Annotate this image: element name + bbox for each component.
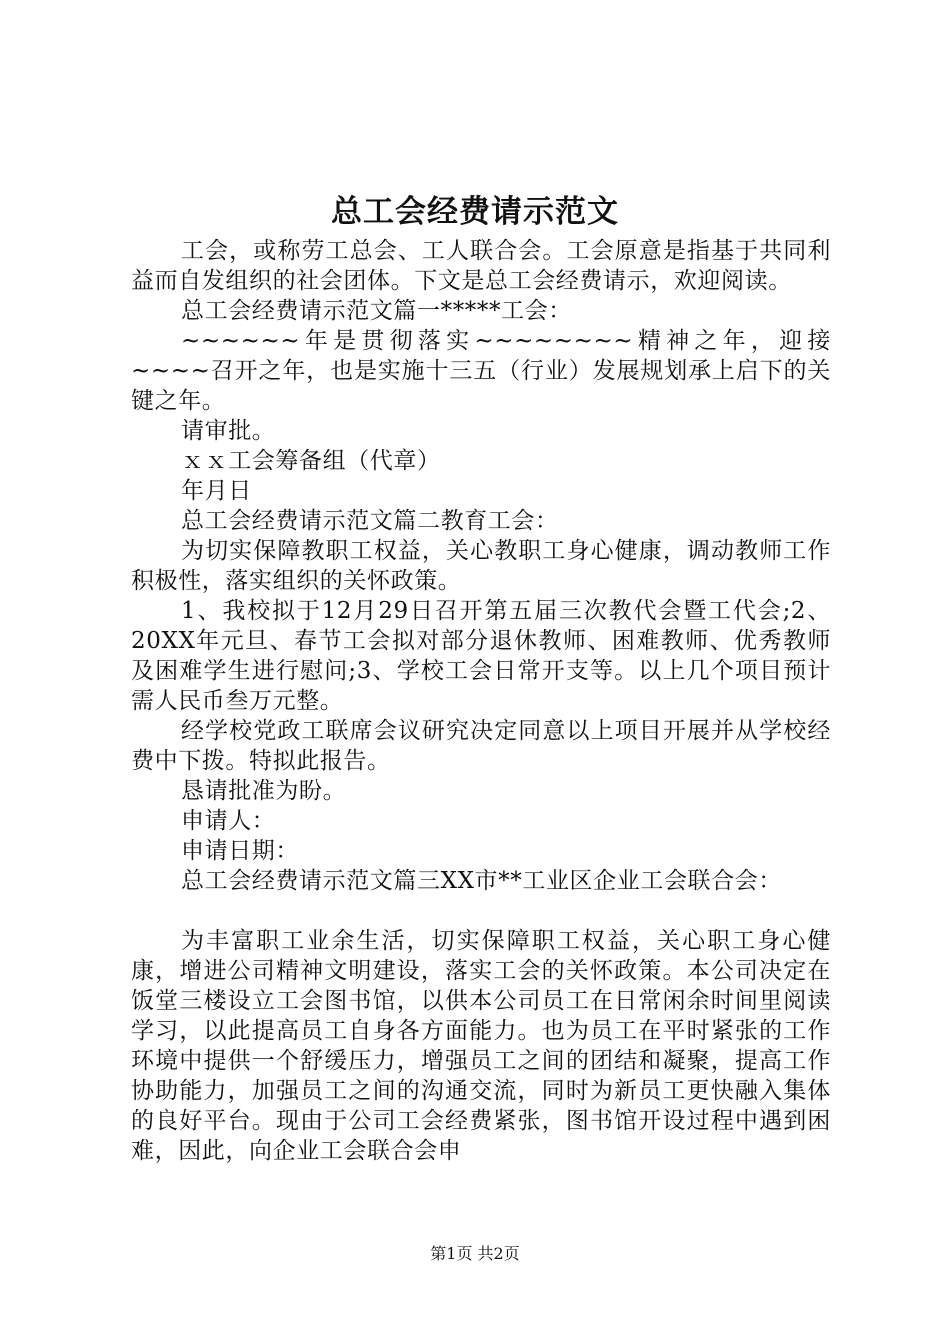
paragraph-section-one-heading: 总工会经费请示范文篇一*****工会：: [181, 298, 572, 324]
paragraph-signature: ｘｘ工会筹备组（代章）: [181, 448, 441, 474]
paragraph-intro: 工会，或称劳工总会、工人联合会。工会原意是指基于共同利益而自发组织的社会团体。下文是总工会经费请示，欢迎阅读。: [131, 238, 831, 294]
document-body: [131, 236, 831, 1166]
page-footer: 第1页 共2页: [430, 1244, 520, 1263]
paragraph-request-approval: 请审批。: [181, 418, 276, 444]
paragraph-date-line: 年月日: [181, 478, 252, 504]
paragraph-section-two-purpose: 为切实保障教职工权益，关心教职工身心健康，调动教师工作积极性，落实组织的关怀政策。: [131, 538, 831, 594]
paragraph-section-three-heading: 总工会经费请示范文篇三XX市**工业区企业工会联合会：: [181, 868, 782, 894]
paragraph-approval-request: 恳请批准为盼。: [181, 778, 347, 804]
paragraph-section-two-items: 1、我校拟于12月29日召开第五届三次教代会暨工代会;2、20XX年元旦、春节工会拟对部分退休教师、困难教师、优秀教师及困难学生进行慰问;3、学校工会日常开支等。以上几个项目预计需人民币叁万元整。: [131, 598, 831, 714]
paragraph-section-three-body: 为丰富职工业余生活，切实保障职工权益，关心职工身心健康，增进公司精神文明建设，落实工会的关怀政策。本公司决定在饭堂三楼设立工会图书馆，以供本公司员工在日常闲余时间里阅读学习，以此提高员工自身各方面能力。也为员工在平时紧张的工作环境中提供一个舒缓压力，增强员工之间的团结和凝聚，提高工作协助能力，加强员工之间的沟通交流，同时为新员工更快融入集体的良好平台。现由于公司工会经费紧张，图书馆开设过程中遇到困难，因此，向企业工会联合会申: [131, 928, 831, 1164]
document-title: 总工会经费请示范文: [331, 194, 619, 230]
paragraph-applicant: 申请人：: [181, 808, 276, 834]
paragraph-spacer: [131, 896, 831, 926]
paragraph-application-date: 申请日期：: [181, 838, 299, 864]
paragraph-section-one-body: ~~~~~~年是贯彻落实~~~~~~~~精神之年，迎接~~~~召开之年，也是实施十三五（行业）发展规划承上启下的关键之年。: [131, 328, 831, 414]
paragraph-section-two-heading: 总工会经费请示范文篇二教育工会：: [181, 508, 559, 534]
paragraph-section-two-decision: 经学校党政工联席会议研究决定同意以上项目开展并从学校经费中下拨。特拟此报告。: [131, 718, 831, 774]
